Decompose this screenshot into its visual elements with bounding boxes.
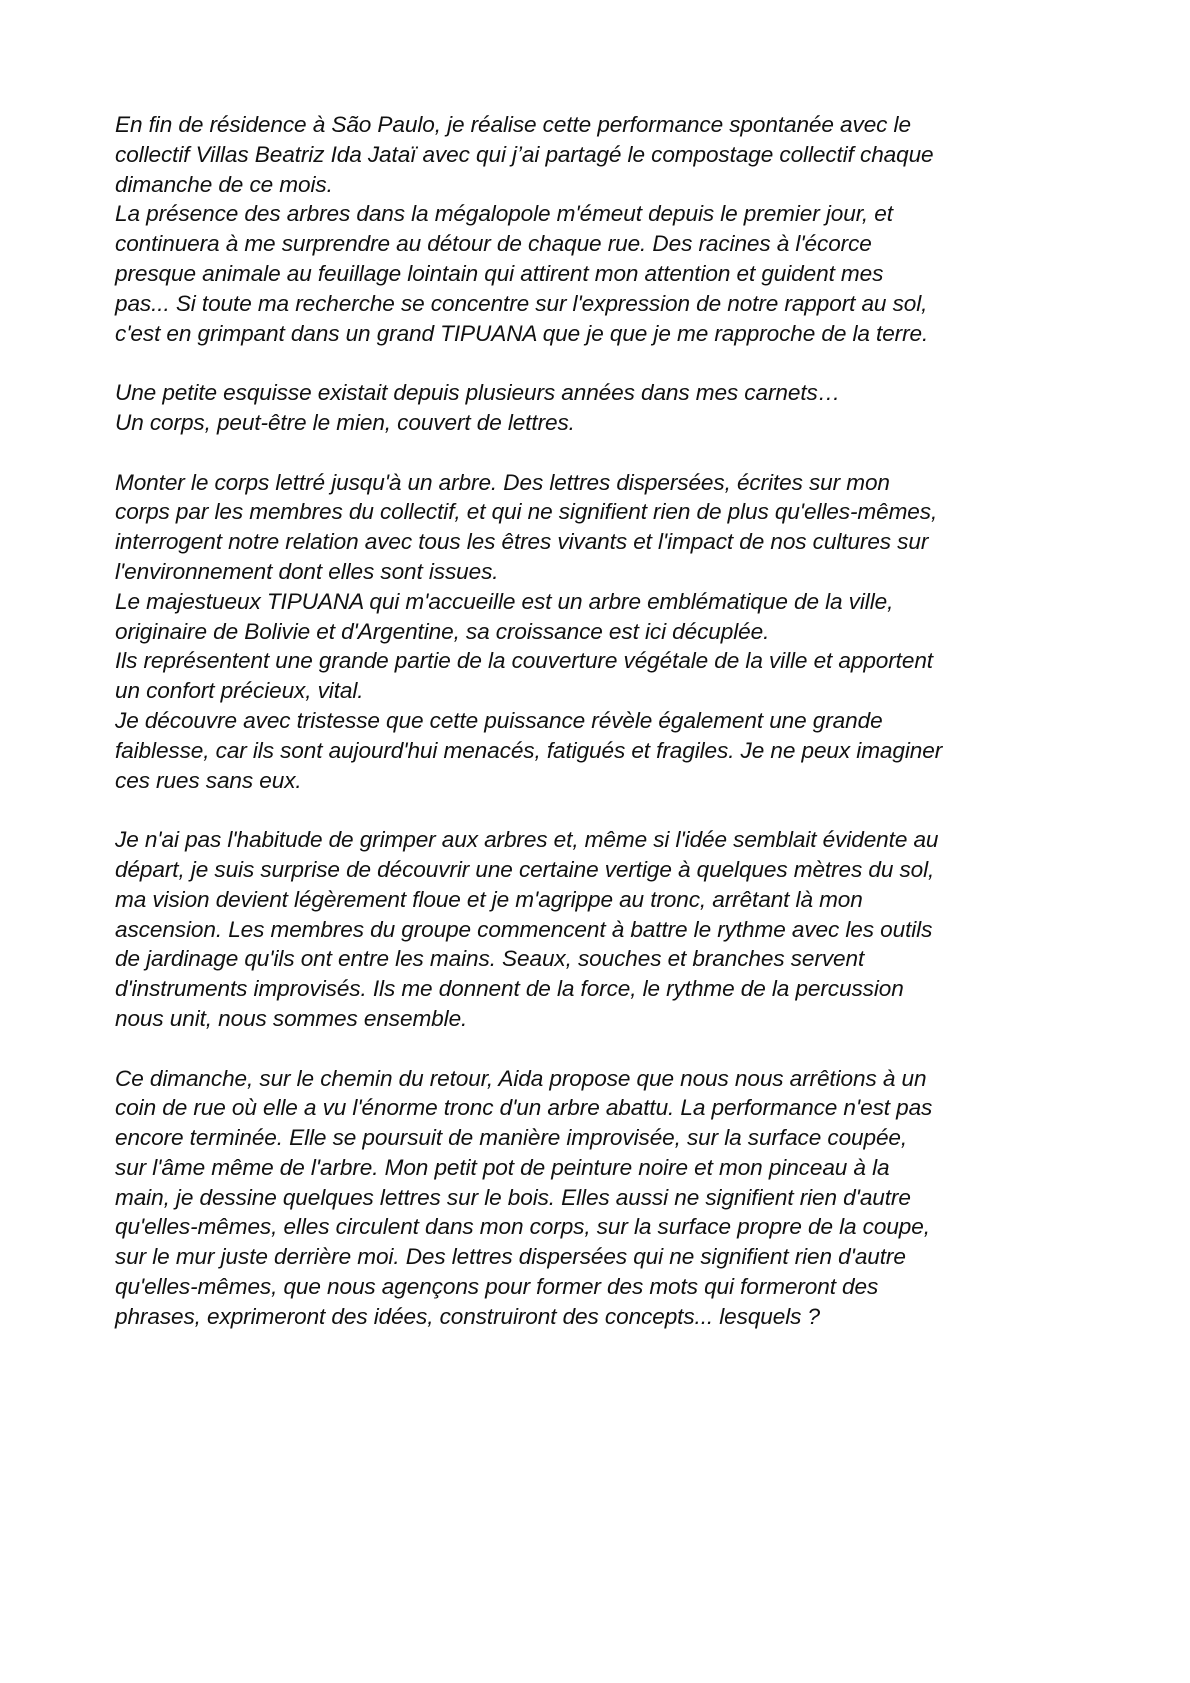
text-line: c'est en grimpant dans un grand TIPUANA que je que je me rapproche de la terre.: [115, 320, 929, 346]
text-line: sur le mur juste derrière moi. Des lettres dispersées qui ne signifient rien d'autre: [115, 1244, 906, 1270]
text-line: ma vision devient légèrement floue et je m'agrippe au tronc, arrêtant là mon: [115, 886, 863, 912]
text-line: qu'elles-mêmes, elles circulent dans mon corps, sur la surface propre de la coupe,: [115, 1214, 930, 1240]
text-line: faiblesse, car ils sont aujourd'hui menacés, fatigués et fragiles. Je ne peux imaginer: [115, 737, 943, 763]
text-line: d'instruments improvisés. Ils me donnent de la force, le rythme de la percussion: [115, 976, 904, 1002]
text-line: pas... Si toute ma recherche se concentre sur l'expression de notre rapport au sol,: [115, 290, 928, 316]
paragraph-return: [115, 1064, 1115, 1332]
paragraph-intro: [115, 110, 1115, 348]
text-line: La présence des arbres dans la mégalopole m'émeut depuis le premier jour, et: [115, 201, 893, 227]
text-line: interrogent notre relation avec tous les êtres vivants et l'impact de nos cultures sur: [115, 529, 929, 555]
text-line: Un corps, peut-être le mien, couvert de lettres.: [115, 409, 575, 435]
text-line: Je n'ai pas l'habitude de grimper aux arbres et, même si l'idée semblait évidente au: [115, 827, 939, 853]
text-line: encore terminée. Elle se poursuit de manière improvisée, sur la surface coupée,: [115, 1125, 908, 1151]
paragraph-sketch: [115, 378, 1115, 438]
paragraph-lettered-body: [115, 468, 1115, 796]
text-line: main, je dessine quelques lettres sur le bois. Elles aussi ne signifient rien d'autre: [115, 1184, 911, 1210]
text-line: originaire de Bolivie et d'Argentine, sa croissance est ici décuplée.: [115, 618, 770, 644]
text-line: qu'elles-mêmes, que nous agençons pour former des mots qui formeront des: [115, 1274, 879, 1300]
text-line: Une petite esquisse existait depuis plusieurs années dans mes carnets…: [115, 380, 841, 406]
text-line: phrases, exprimeront des idées, construiront des concepts... lesquels ?: [115, 1303, 820, 1329]
text-line: sur l'âme même de l'arbre. Mon petit pot de peinture noire et mon pinceau à la: [115, 1154, 890, 1180]
text-line: dimanche de ce mois.: [115, 171, 333, 197]
text-line: Je découvre avec tristesse que cette puissance révèle également une grande: [115, 707, 883, 733]
text-line: Ils représentent une grande partie de la couverture végétale de la ville et apportent: [115, 648, 933, 674]
text-line: En fin de résidence à São Paulo, je réalise cette performance spontanée avec le: [115, 112, 911, 137]
text-line: un confort précieux, vital.: [115, 678, 364, 704]
text-line: ascension. Les membres du groupe commencent à battre le rythme avec les outils: [115, 916, 933, 942]
text-line: départ, je suis surprise de découvrir une certaine vertige à quelques mètres du sol,: [115, 856, 935, 882]
text-line: Ce dimanche, sur le chemin du retour, Aida propose que nous nous arrêtions à un: [115, 1065, 927, 1091]
text-line: collectif Villas Beatriz Ida Jataï avec qui j’ai partagé le compostage collectif chaque: [115, 141, 934, 167]
document-page: [115, 110, 1115, 1361]
text-line: Monter le corps lettré jusqu'à un arbre. Des lettres dispersées, écrites sur mon: [115, 469, 890, 495]
text-line: nous unit, nous sommes ensemble.: [115, 1005, 468, 1031]
text-line: Le majestueux TIPUANA qui m'accueille est un arbre emblématique de la ville,: [115, 588, 894, 614]
text-line: coin de rue où elle a vu l'énorme tronc d'un arbre abattu. La performance n'est pas: [115, 1095, 933, 1121]
text-line: continuera à me surprendre au détour de chaque rue. Des racines à l'écorce: [115, 231, 872, 257]
text-line: de jardinage qu'ils ont entre les mains. Seaux, souches et branches servent: [115, 946, 865, 972]
text-line: ces rues sans eux.: [115, 767, 302, 793]
text-line: presque animale au feuillage lointain qui attirent mon attention et guident mes: [115, 260, 884, 286]
text-line: l'environnement dont elles sont issues.: [115, 558, 499, 584]
text-line: corps par les membres du collectif, et qui ne signifient rien de plus qu'elles-mêmes,: [115, 499, 938, 525]
paragraph-climbing: [115, 825, 1115, 1034]
